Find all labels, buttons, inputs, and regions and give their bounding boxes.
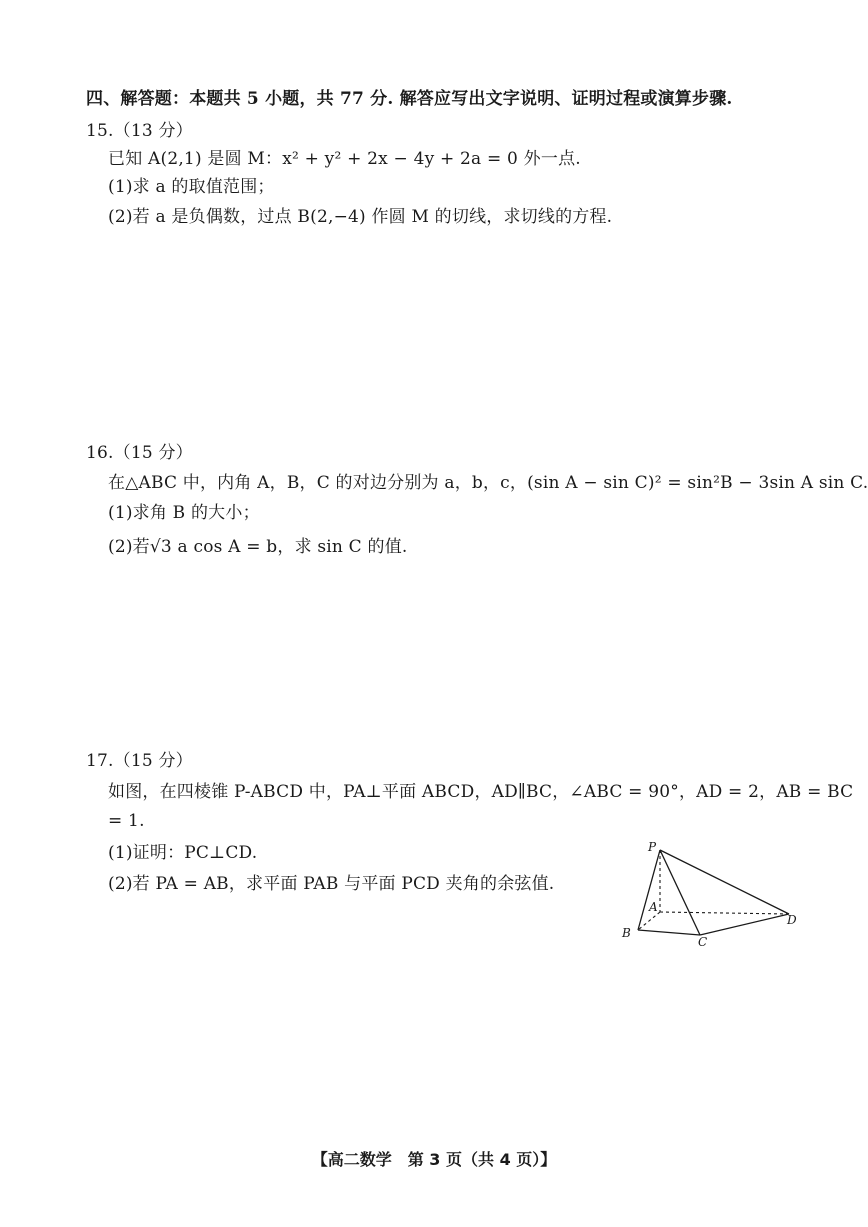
problem-17-statement: 如图，在四棱锥 P-ABCD 中，PA⊥平面 ABCD，AD∥BC，∠ABC = 90°，AD = 2，AB = BC bbox=[108, 782, 854, 802]
label-p: P bbox=[648, 840, 657, 854]
problem-15-statement: 已知 A(2,1) 是圆 M：x² + y² + 2x − 4y + 2a = 0 外一点. bbox=[108, 149, 581, 169]
edge-pb bbox=[638, 850, 660, 930]
label-c: C bbox=[698, 935, 708, 949]
label-b: B bbox=[622, 926, 631, 940]
problem-17-part-2: (2)若 PA = AB，求平面 PAB 与平面 PCD 夹角的余弦值. bbox=[108, 874, 555, 894]
edge-bc bbox=[638, 930, 700, 935]
edge-cd bbox=[700, 914, 789, 935]
problem-17-part-1: (1)证明：PC⊥CD. bbox=[108, 843, 258, 863]
label-d: D bbox=[787, 913, 797, 927]
edge-pd bbox=[660, 850, 789, 914]
problem-16-part-1: (1)求角 B 的大小； bbox=[108, 503, 260, 523]
problem-17-header: 17.（15 分） bbox=[86, 751, 193, 771]
problem-15-part-1: (1)求 a 的取值范围； bbox=[108, 177, 275, 197]
page-footer: 【高二数学 第 3 页（共 4 页）】 bbox=[311, 1150, 557, 1169]
problem-16-header: 16.（15 分） bbox=[86, 443, 193, 463]
section-heading: 四、解答题：本题共 5 小题，共 77 分. 解答应写出文字说明、证明过程或演算步骤. bbox=[86, 89, 733, 109]
problem-15-part-2: (2)若 a 是负偶数，过点 B(2,−4) 作圆 M 的切线，求切线的方程. bbox=[108, 207, 613, 227]
edge-ab bbox=[638, 912, 660, 930]
label-a: A bbox=[649, 900, 658, 914]
edge-pc bbox=[660, 850, 700, 935]
problem-16-statement: 在△ABC 中，内角 A，B，C 的对边分别为 a，b，c，(sin A − sin C)² = sin²B − 3sin A sin C. bbox=[108, 473, 868, 493]
problem-16-part-2: (2)若√3 a cos A = b，求 sin C 的值. bbox=[108, 537, 408, 557]
pyramid-figure bbox=[614, 838, 810, 950]
problem-15-header: 15.（13 分） bbox=[86, 121, 193, 141]
edge-ad bbox=[660, 912, 789, 914]
problem-17-statement-cont: = 1. bbox=[108, 811, 145, 831]
pyramid-diagram bbox=[614, 838, 810, 950]
